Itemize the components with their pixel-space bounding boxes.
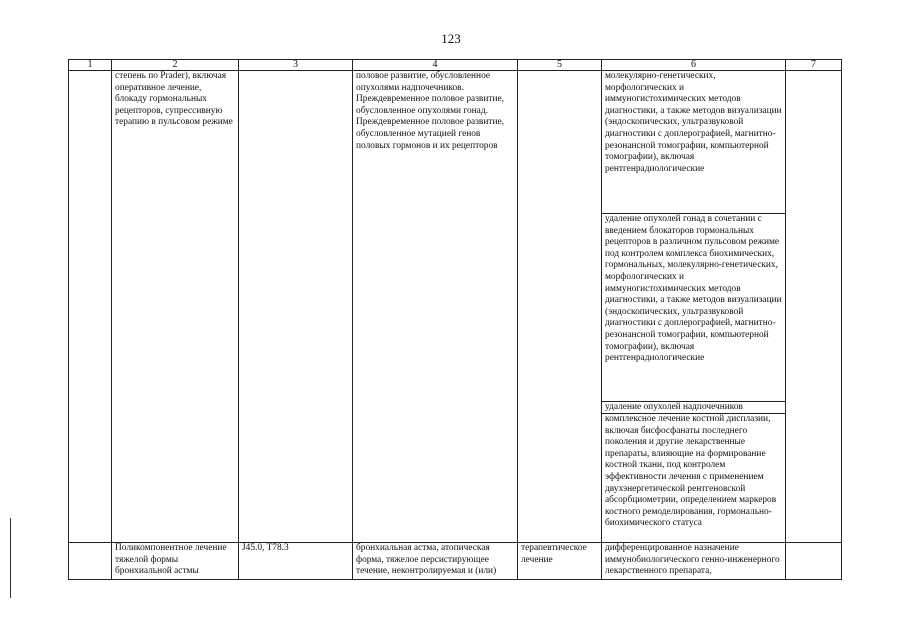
header-cell-3: 3 [239, 60, 353, 71]
table-row [69, 543, 842, 580]
header-cell-4: 4 [353, 60, 518, 71]
treatment-method-cell [602, 71, 786, 543]
method-entry: удаление опухолей надпочечников [602, 401, 785, 414]
method-entry: комплексное лечение костной дисплазии, включая бисфосфанаты последнего поколения и другие лекарственные препараты, влияющие на формирование костной ткани, под контролем эффективности лечения с применением двухэнергетической рентгеновской абсорбциометрии, определением маркеров костного ремоделирования, гормонально-биохимического статуса [605, 414, 777, 529]
services-table [68, 59, 842, 580]
header-cell-1: 1 [69, 60, 112, 71]
header-cell-6: 6 [602, 60, 786, 71]
treatment-method-cell: дифференцированное назначение иммунобиологического генно-инженерного лекарственного препарата, [602, 543, 786, 580]
icd-code-cell: J45.0, T78.3 [239, 543, 353, 580]
scan-edge-line [10, 518, 11, 598]
table-cell [69, 543, 112, 580]
table-cell [69, 71, 112, 543]
patient-model-cell: половое развитие, обусловленное опухолями надпочечников. Преждевременное половое развитие, обусловленное опухолями гонад. Преждевременное половое развитие, обусловленное мутацией генов половых гормонов и их рецепторов [353, 71, 518, 543]
icd-code-cell [239, 71, 353, 543]
table-cell [786, 543, 842, 580]
patient-model-cell: бронхиальная астма, атопическая форма, тяжелое персистирующее течение, неконтролируемая и (или) [353, 543, 518, 580]
treatment-type-cell [518, 71, 602, 543]
treatment-name-cell: Поликомпонентное лечение тяжелой формы бронхиальной астмы [112, 543, 239, 580]
table-cell [786, 71, 842, 543]
method-entry: молекулярно-генетических, морфологических и иммуногистохимических методов диагностики, а также методов визуализации (эндоскопических, ультразвуковой диагностики с доплерографией, магнитно-резонансной томографии, компьютерной томографии), включая рентгенрадиологические [605, 71, 782, 174]
treatment-name-cell: степень по Prader), включая оперативное лечение, блокаду гормональных рецепторов, супрессивную терапию в пульсовом режиме [112, 71, 239, 543]
header-cell-5: 5 [518, 60, 602, 71]
table-row [69, 71, 842, 543]
header-cell-7: 7 [786, 60, 842, 71]
treatment-type-cell: терапевтическое лечение [518, 543, 602, 580]
header-cell-2: 2 [112, 60, 239, 71]
method-entry: удаление опухолей гонад в сочетании с введением блокаторов гормональных рецепторов в различном пульсовом режиме под контролем комплекса биохимических, гормональных, молекулярно-генетических, морфологических и иммуногистохимических методов диагностики, а также методов визуализации (эндоскопических, ультразвуковой диагностики с доплерографией, магнитно-резонансной томографии, компьютерной томографии), включая рентгенрадиологические [602, 213, 785, 401]
page-number: 123 [441, 31, 461, 46]
header-row [69, 60, 842, 71]
